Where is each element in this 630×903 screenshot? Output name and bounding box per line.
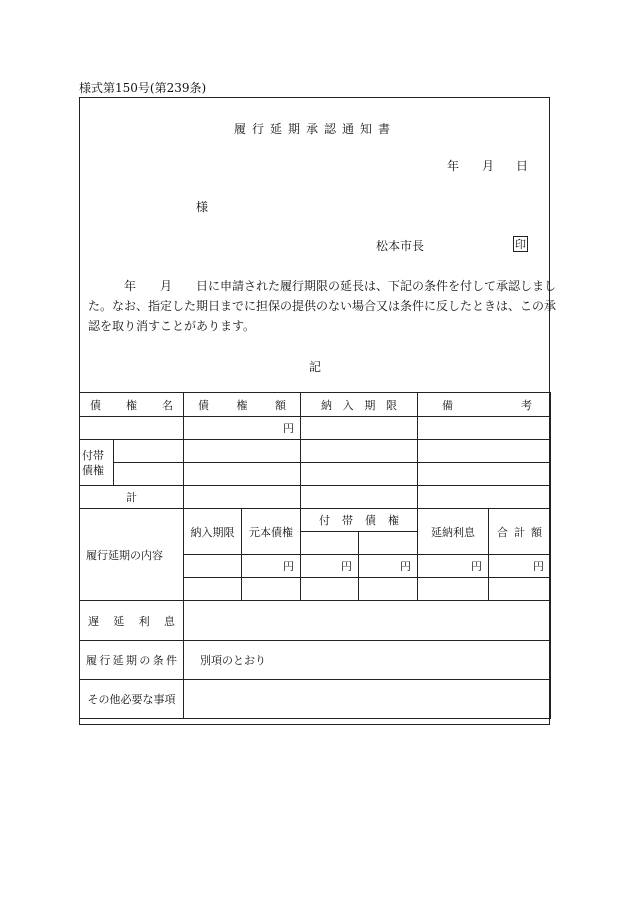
header-claim-name: 債 権 名: [80, 393, 184, 417]
late-interest-label: 遅 延 利 息: [80, 601, 184, 641]
attached-claim-name-cell[interactable]: [114, 440, 184, 463]
deadline-cell[interactable]: [301, 417, 418, 440]
ext-deadline-header: 納入期限: [184, 509, 242, 555]
total-label: 計: [80, 486, 184, 509]
notice-body-line: 年 月 日に申請された履行期限の延長は、下記の条件を付して承認しまし: [88, 279, 557, 293]
attached-remarks-cell[interactable]: [418, 463, 551, 486]
attached-deadline-cell[interactable]: [301, 440, 418, 463]
notice-body-line: 認を取り消すことがあります。: [88, 319, 256, 333]
ext-attached-cell[interactable]: [301, 578, 359, 601]
ext-attached-header: 付 帯 債 権: [301, 509, 418, 532]
addressee-suffix: 様: [196, 200, 209, 214]
form-number: 様式第150号(第239条): [79, 81, 207, 95]
attached-claim-name-cell[interactable]: [114, 463, 184, 486]
ext-total-cell[interactable]: [489, 578, 551, 601]
ext-principal-header: 元本債権: [242, 509, 301, 555]
ext-principal-cell[interactable]: 円: [242, 555, 301, 578]
ext-interest-header: 延納利息: [418, 509, 489, 555]
claims-table: [79, 392, 551, 719]
extension-content-label: 履行延期の内容: [80, 509, 184, 601]
ext-attached-sub-cell[interactable]: [359, 532, 418, 555]
attached-claim-amount-cell[interactable]: [184, 440, 301, 463]
ext-interest-cell[interactable]: [418, 578, 489, 601]
notice-body-line: た。なお、指定した期日までに担保の提供のない場合又は条件に反したときは、この承: [88, 299, 557, 313]
ext-deadline-cell[interactable]: [184, 578, 242, 601]
other-matters-value[interactable]: [184, 680, 551, 719]
notice-body: [88, 276, 557, 336]
total-deadline-cell[interactable]: [301, 486, 418, 509]
ext-attached-cell[interactable]: [359, 578, 418, 601]
attached-claim-amount-cell[interactable]: [184, 463, 301, 486]
ext-attached-cell[interactable]: 円: [359, 555, 418, 578]
claim-amount-cell[interactable]: 円: [184, 417, 301, 440]
late-interest-value[interactable]: [184, 601, 551, 641]
header-payment-deadline: 納 入 期 限: [301, 393, 418, 417]
ext-attached-sub-cell[interactable]: [301, 532, 359, 555]
issuer-name: 松本市長: [376, 239, 425, 253]
date-month: 月: [482, 159, 495, 173]
ext-principal-cell[interactable]: [242, 578, 301, 601]
total-remarks-cell[interactable]: [418, 486, 551, 509]
ext-attached-cell[interactable]: 円: [301, 555, 359, 578]
ext-total-cell[interactable]: 円: [489, 555, 551, 578]
claim-name-cell[interactable]: [80, 417, 184, 440]
ext-interest-cell[interactable]: 円: [418, 555, 489, 578]
attached-claims-label: 付帯債権: [80, 440, 114, 486]
conditions-label: 履 行 延 期 の 条 件: [80, 641, 184, 680]
ext-total-header: 合 計 額: [489, 509, 551, 555]
attached-deadline-cell[interactable]: [301, 463, 418, 486]
ext-deadline-cell[interactable]: [184, 555, 242, 578]
other-matters-label: その他必要な事項: [80, 680, 184, 719]
date-year: 年: [447, 159, 460, 173]
total-amount-cell[interactable]: [184, 486, 301, 509]
seal-mark: 印: [515, 238, 526, 251]
conditions-value[interactable]: 別項のとおり: [184, 641, 551, 680]
document-title: 履行延期承認通知書: [233, 122, 396, 136]
header-remarks: 備 考: [418, 393, 551, 417]
header-claim-amount: 債 権 額: [184, 393, 301, 417]
remarks-cell[interactable]: [418, 417, 551, 440]
attached-remarks-cell[interactable]: [418, 440, 551, 463]
ki-heading: 記: [309, 360, 322, 374]
date-day: 日: [516, 159, 529, 173]
